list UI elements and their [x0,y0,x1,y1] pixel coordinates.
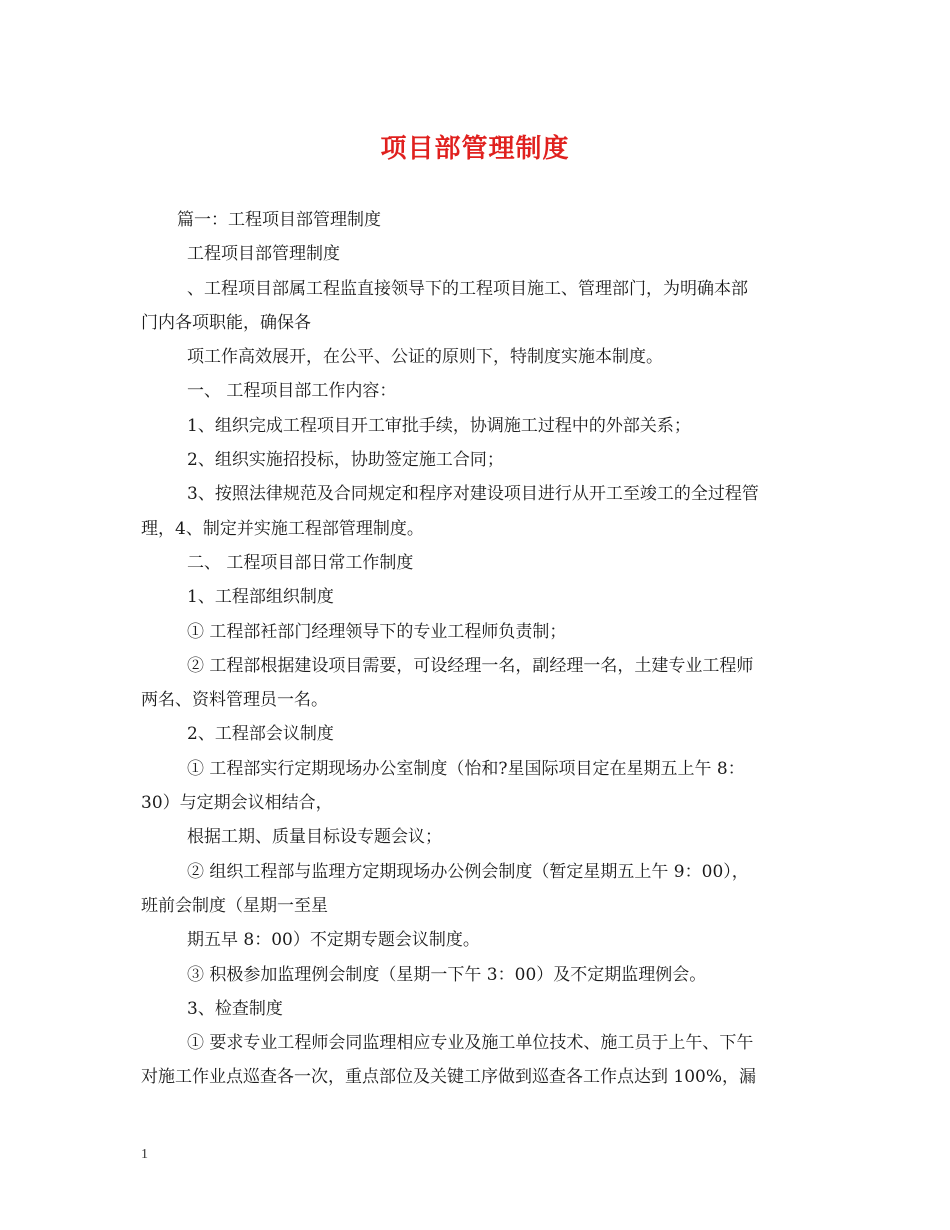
list-item: ① 工程部衽部门经理领导下的专业工程师负责制； [187,621,567,642]
list-item: 30）与定期会议相结合， [141,793,333,814]
section-heading: 二、 工程项目部日常工作制度 [187,552,414,573]
list-item: ③ 积极参加监理例会制度（星期一下午 3：00）及不定期监理例会。 [187,964,707,985]
paragraph-line: 门内各项职能，确保各 [141,312,311,333]
paragraph-line: 项工作高效展开，在公平、公证的原则下，特制度实施本制度。 [187,347,663,368]
list-item: 两名、资料管理员一名。 [141,690,328,711]
list-item: 理，4、制定并实施工程部管理制度。 [141,518,424,539]
section-heading: 一、 工程项目部工作内容： [187,381,397,402]
paragraph-line: 期五早 8：00）不定期专题会议制度。 [187,930,480,951]
list-item: ② 工程部根据建设项目需要，可设经理一名，副经理一名，土建专业工程师 [187,655,754,676]
subsection-heading: 1、工程部组织制度 [187,587,334,608]
subsection-heading: 3、检查制度 [187,998,283,1019]
list-item: ① 工程部实行定期现场办公室制度（怡和?星国际项目定在星期五上午 8： [187,758,745,779]
document-body [141,203,813,1095]
list-item: 对施工作业点巡查各一次，重点部位及关键工序做到巡查各工作点达到 100%，漏 [141,1067,757,1088]
paragraph-line: 、工程项目部属工程监直接领导下的工程项目施工、管理部门，为明确本部 [187,278,748,299]
document-title: 项目部管理制度 [380,134,570,164]
list-item: 班前会制度（星期一至星 [141,895,328,916]
list-item: 1、组织完成工程项目开工审批手续，协调施工过程中的外部关系； [187,415,691,436]
list-item: ① 要求专业工程师会同监理相应专业及施工单位技术、施工员于上午、下午 [187,1033,754,1054]
subsection-heading: 2、工程部会议制度 [187,724,334,745]
page-number: 1 [141,1147,148,1162]
section-heading: 篇一：工程项目部管理制度 [177,210,381,230]
list-item: 2、组织实施招投标，协助签定施工合同； [187,450,504,471]
list-item: 3、按照法律规范及合同规定和程序对建设项目进行从开工至竣工的全过程管 [187,484,759,505]
list-item: ② 组织工程部与监理方定期现场办公例会制度（暂定星期五上午 9：00）， [187,861,749,882]
subtitle-line: 工程项目部管理制度 [187,244,340,265]
paragraph-line: 根据工期、质量目标设专题会议； [187,827,442,848]
